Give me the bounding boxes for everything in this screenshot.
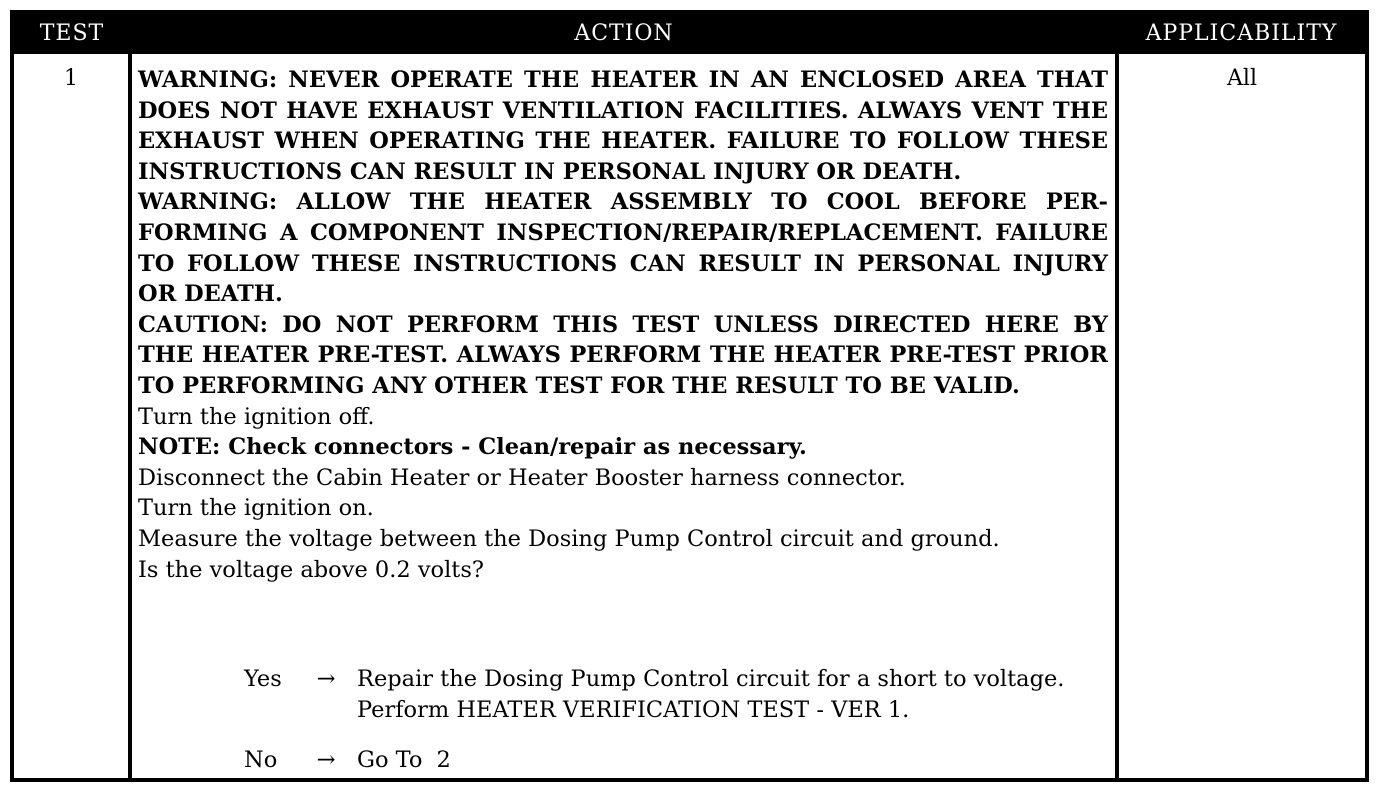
header-test: TEST bbox=[39, 21, 105, 46]
step-ignition-on: Turn the ignition on. bbox=[138, 495, 374, 522]
step-disconnect-connector: Disconnect the Cabin Heater or Heater Booster harness connector. bbox=[138, 464, 906, 491]
header-action: ACTION bbox=[574, 21, 674, 46]
header-applicability: APPLICABILITY bbox=[1145, 21, 1338, 46]
outcome-yes-continuation bbox=[244, 695, 1104, 726]
diagnostic-test-table bbox=[10, 10, 1369, 782]
right-arrow-icon: → bbox=[316, 666, 336, 692]
test-number-cell: 1 bbox=[64, 66, 78, 91]
warning-cool-before-service: WARNING: ALLOW THE HEATER ASSEMBLY TO COOL BEFORE PERFORMING A COMPONENT INSPECTION/REPAIR/REPLACEMENT. FAILURE TO FOLLOW THESE INSTRUCTIONS CAN RESULT IN PERSONAL INJURY OR DEATH. bbox=[138, 189, 1108, 308]
outcome-yes bbox=[244, 664, 1104, 695]
step-measure-voltage: Measure the voltage between the Dosing Pump Control circuit and ground. bbox=[138, 525, 1000, 552]
outcome-yes-label: Yes bbox=[244, 666, 282, 692]
step-ignition-off: Turn the ignition off. bbox=[138, 403, 375, 430]
table-header-row bbox=[14, 14, 1365, 54]
outcome-no-action bbox=[357, 745, 1117, 776]
right-arrow-icon: → bbox=[316, 747, 336, 774]
outcome-yes-verification: Perform HEATER VERIFICATION TEST - VER 1. bbox=[357, 696, 910, 723]
warning-exhaust-ventilation: WARNING: NEVER OPERATE THE HEATER IN AN ENCLOSED AREA THAT DOES NOT HAVE EXHAUST VENTILATION FACILITIES. ALWAYS VENT THE EXHAUST WHEN OPERATING THE HEATER. FAILURE TO FOLLOW THESE INSTRUCTIONS CAN RESULT IN PERSONAL INJURY OR DEATH. bbox=[138, 67, 1108, 185]
test-question: Is the voltage above 0.2 volts? bbox=[138, 556, 484, 583]
outcome-yes-action: Repair the Dosing Pump Control circuit for a short to voltage. bbox=[357, 666, 1065, 692]
test-outcomes bbox=[244, 664, 1104, 776]
action-cell bbox=[138, 65, 1108, 585]
applicability-cell: All bbox=[1227, 66, 1257, 91]
go-to-text: Go To bbox=[357, 747, 423, 774]
note-check-connectors: NOTE: Check connectors - Clean/repair as necessary. bbox=[138, 434, 807, 461]
column-divider-test-action bbox=[128, 54, 132, 778]
go-to-test-link[interactable]: 2 bbox=[436, 747, 451, 774]
outcome-no bbox=[244, 745, 1104, 776]
outcome-no-label: No bbox=[244, 747, 278, 774]
caution-pre-test: CAUTION: DO NOT PERFORM THIS TEST UNLESS DIRECTED HERE BY THE HEATER PRE-TEST. ALWAYS PERFORM THE HEATER PRE-TEST PRIOR TO PERFORMING ANY OTHER TEST FOR THE RESULT TO BE VALID. bbox=[138, 311, 1108, 399]
